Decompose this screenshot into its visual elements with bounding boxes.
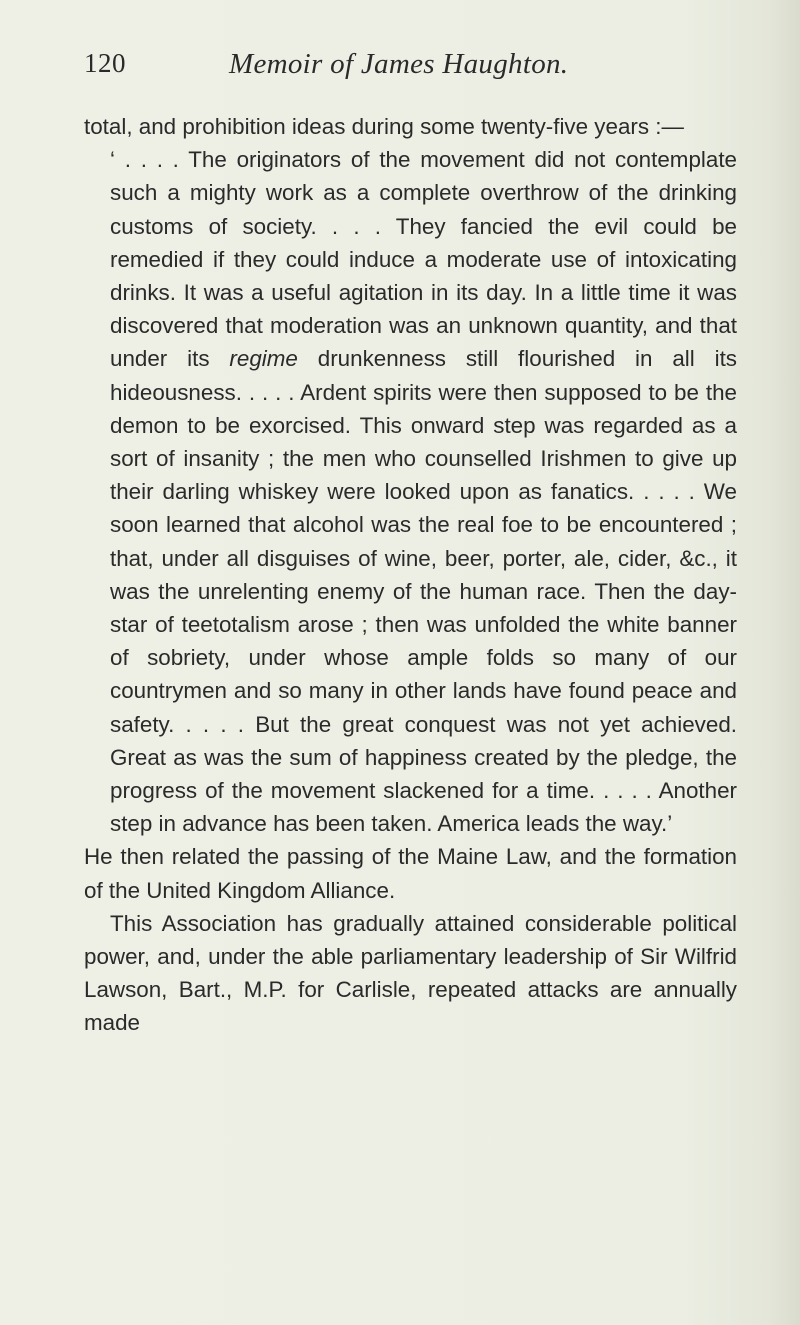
- paragraph-intro: total, and prohibition ideas during some twenty-five years :—: [84, 114, 684, 139]
- quote-italic-word: regime: [229, 346, 298, 372]
- quote-text-rest: drunkenness still flourished in all its hideousness. . . . . Ardent spirits were then supposed to be the demon to be exorcised. This onward step was regarded as a sort of insanity ; the men who counselled Irishmen to give up their darling whiskey were looked upon as fanatics. . . . . We soon learned that alcohol was the real foe to be encountered ; that, under all disguises of wine, beer, porter, ale, cider, &c., it was the unrelenting enemy of the human race. Then the day-star of teetotalism arose ; then was unfolded the white banner of sobriety, under whose ample folds so many of our countrymen and so many in other lands have found peace and safety. . . . . But the great conquest was not yet achieved. Great as was the sum of happiness created by the pledge, the progress of the movement slackened for a time. . . . . Another step in advance has been taken. America leads the way.’: [110, 346, 737, 837]
- running-title: Memoir of James Haughton.: [229, 48, 569, 80]
- paragraph-association: This Association has gradually attained considerable political power, and, under the able parliamentary leadership of Sir Wilfrid Lawson, Bart., M.P. for Carlisle, repeated attacks are annually made: [84, 910, 737, 1036]
- quote-text-start: ‘ . . . . The originators of the movement did not contemplate such a mighty work as a complete overthrow of the drinking customs of society. . . . They fancied the evil could be remedied if they could induce a moderate use of intoxicating drinks. It was a useful agitation in its day. In a little time it was discovered that moderation was an unknown quantity, and that under its: [110, 147, 737, 372]
- paragraph-maine-law: He then related the passing of the Maine Law, and the formation of the United Kingdom Alliance.: [84, 844, 737, 903]
- page-header: [84, 48, 724, 88]
- page-number: 120: [84, 48, 126, 78]
- quote-text: [110, 143, 737, 840]
- block-quote: [84, 143, 737, 840]
- body-text: [84, 110, 737, 1040]
